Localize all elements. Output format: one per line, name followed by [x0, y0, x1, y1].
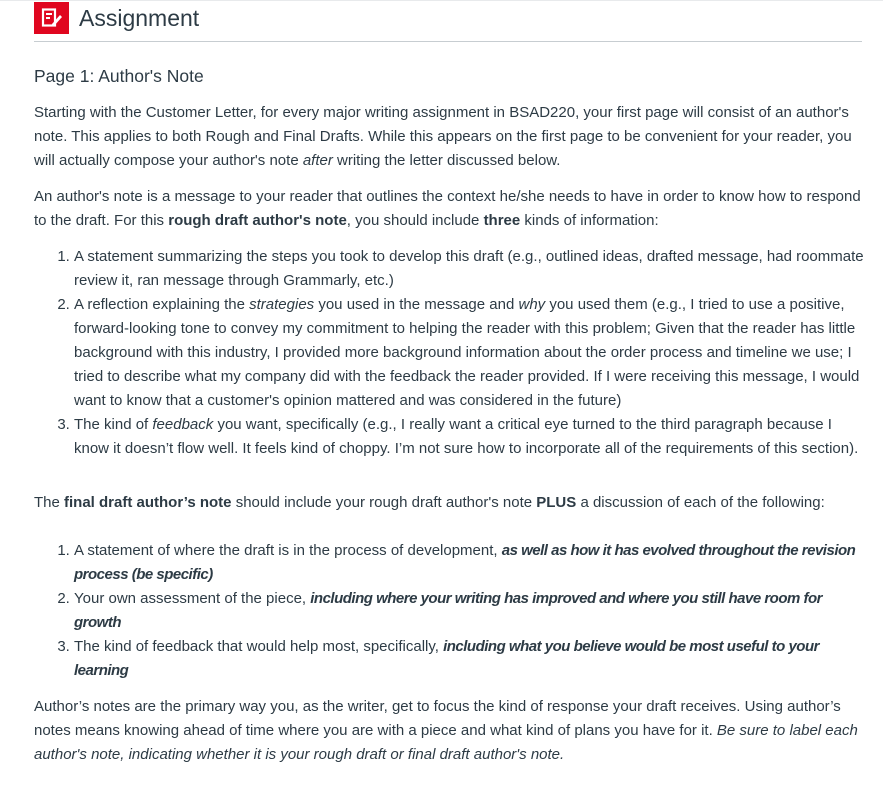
section-title: Page 1: Author's Note: [34, 66, 204, 86]
definition-paragraph: [34, 185, 864, 233]
list-item-text: you used them (e.g., I tried to use a positive, forward-looking tone to convey my commitment to helping the reader with this problem; Given that the reader has little background with this industry, I provided more background information about the order process and timeline we use; I tried to describe what my company did with the feedback the reader provided. If I were receiving this message, I would want to know that a customer's opinion mattered and was considered in the future): [74, 296, 860, 409]
intro-paragraph: [34, 101, 864, 173]
intro-text-end: writing the letter discussed below.: [332, 152, 561, 169]
list-item-emphasis: why: [518, 296, 546, 313]
page-header: [34, 2, 862, 42]
list-item: [74, 539, 864, 587]
rough-draft-term: rough draft author's note: [168, 212, 347, 229]
list-item-emphasis: as well as how it has evolved throughout the revision process (be specific): [74, 542, 856, 583]
closing-paragraph: [34, 695, 864, 767]
list-item-text: you used in the message and: [314, 296, 519, 313]
assignment-icon: [34, 2, 69, 34]
list-item-emphasis: including what you believe would be most useful to your learning: [74, 638, 819, 679]
definition-text-end: kinds of information:: [520, 212, 659, 229]
top-divider: [0, 0, 883, 1]
closing-emphasis: Be sure to label each author's note, indicating whether it is your rough draft or final draft author's note.: [34, 722, 858, 763]
final-draft-list: [34, 539, 864, 683]
list-item-text: A statement of where the draft is in the process of development,: [74, 542, 502, 559]
list-item-emphasis: feedback: [152, 416, 214, 433]
final-text-mid: should include your rough draft author's note: [231, 494, 537, 511]
closing-text: Author’s notes are the primary way you, as the writer, get to focus the kind of response your draft receives. Using author’s notes means knowing ahead of time where you are with a piece and what kind of plans you have for it.: [34, 698, 841, 739]
page-heading: Assignment: [79, 5, 200, 31]
intro-emphasis: after: [302, 152, 333, 169]
assignment-content: [34, 64, 864, 767]
three-term: three: [483, 212, 521, 229]
list-item-text: The kind of feedback that would help most, specifically,: [74, 638, 444, 655]
list-item-text: Your own assessment of the piece,: [74, 590, 311, 607]
list-item-text: A reflection explaining the: [74, 296, 250, 313]
plus-term: PLUS: [536, 494, 577, 511]
list-item-emphasis: strategies: [249, 296, 315, 313]
list-item: [74, 635, 864, 683]
final-draft-paragraph: [34, 491, 864, 515]
final-text-end: a discussion of each of the following:: [576, 494, 825, 511]
list-item: [74, 413, 864, 461]
final-draft-term: final draft author’s note: [64, 494, 232, 511]
list-item: [74, 587, 864, 635]
final-text: The: [34, 494, 65, 511]
definition-text-mid: , you should include: [346, 212, 484, 229]
intro-text: Starting with the Customer Letter, for every major writing assignment in BSAD220, your first page will consist of an author's note. This applies to both Rough and Final Drafts. While this appears on the first page to be convenient for your reader, you will actually compose your author's note: [34, 104, 852, 169]
list-item: [74, 245, 864, 293]
list-item: [74, 293, 864, 413]
rough-draft-list: [34, 245, 864, 461]
definition-text: An author's note is a message to your reader that outlines the context he/she needs to have in order to know how to respond to the draft. For this: [34, 188, 861, 229]
list-item-emphasis: including where your writing has improved and where you still have room for growth: [74, 590, 823, 631]
list-item-text: A statement summarizing the steps you took to develop this draft (e.g., outlined ideas, drafted message, had roommate review it, ran message through Grammarly, etc.): [74, 248, 864, 289]
list-item-text: you want, specifically (e.g., I really want a critical eye turned to the third paragraph because I know it doesn’t flow well. It feels kind of choppy. I’m not sure how to incorporate all of the requirements of this section).: [74, 416, 859, 457]
list-item-text: The kind of: [74, 416, 153, 433]
